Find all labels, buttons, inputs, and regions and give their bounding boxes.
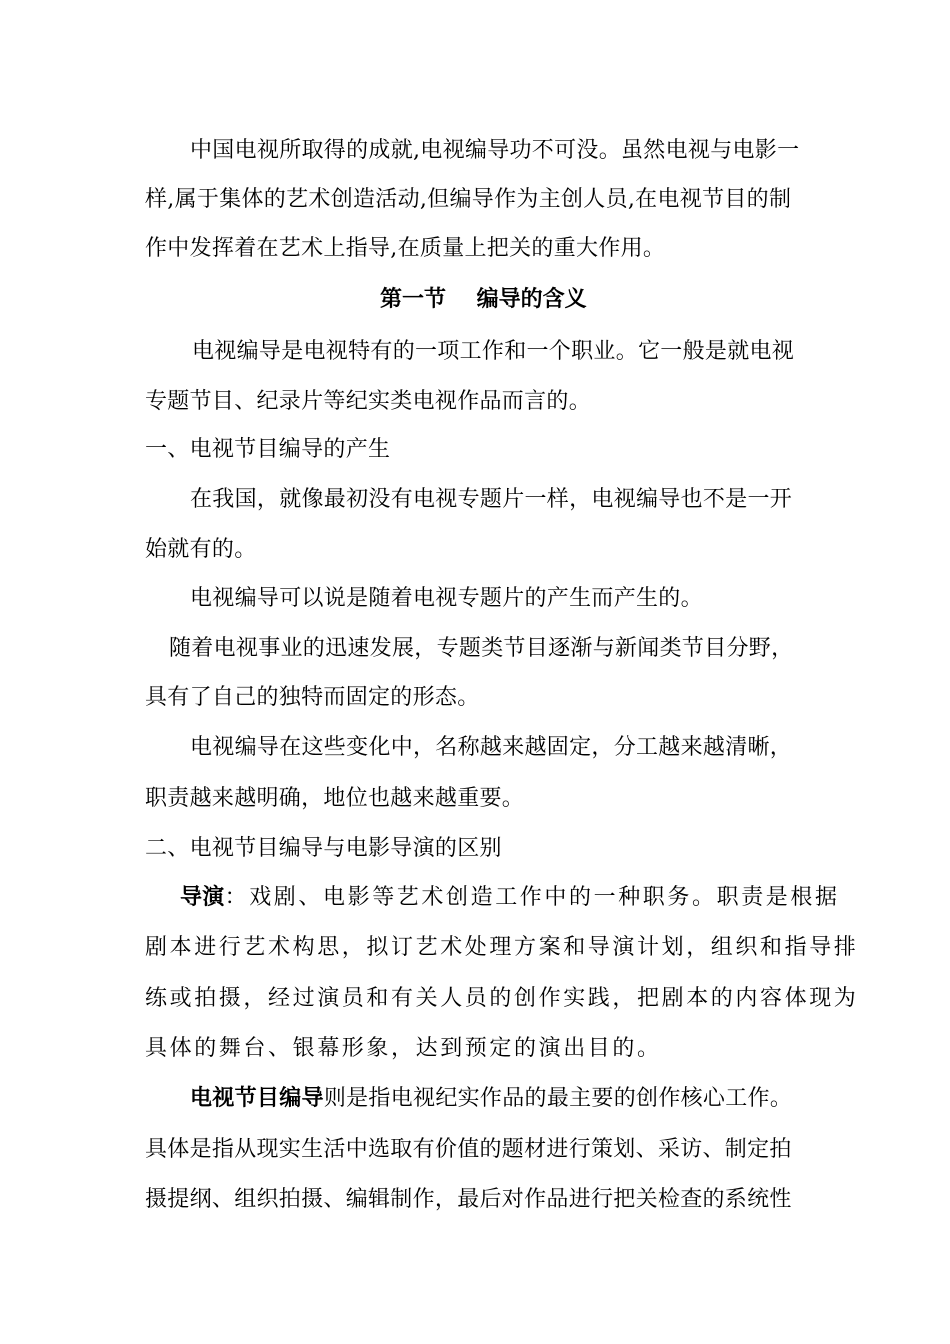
paragraph-7-line-2: 具体是指从现实生活中选取有价值的题材进行策划、采访、制定拍 [145,1137,792,1162]
intro-line-2: 样,属于集体的艺术创造活动,但编导作为主创人员,在电视节目的制 [145,187,792,212]
paragraph-2-line-1: 在我国，就像最初没有电视专题片一样，电视编导也不是一开 [190,487,793,512]
paragraph-2-line-2: 始就有的。 [145,537,257,562]
paragraph-4-line-1: 随着电视事业的迅速发展，专题类节目逐渐与新闻类节目分野， [169,636,794,661]
paragraph-5-line-2: 职责越来越明确，地位也越来越重要。 [145,786,525,811]
paragraph-7-line-1-rest: 则是指电视纪实作品的最主要的创作核心工作。 [323,1086,793,1111]
heading-1: 一、电视节目编导的产生 [145,437,391,462]
intro-line-3: 作中发挥着在艺术上指导,在质量上把关的重大作用。 [145,236,666,261]
paragraph-7-line-1 [190,1085,815,1113]
paragraph-5-line-1: 电视编导在这些变化中，名称越来越固定，分工越来越清晰， [190,735,793,760]
term-director: 导演 [180,885,225,910]
paragraph-6-line-1 [180,884,840,912]
paragraph-4-line-2: 具有了自己的独特而固定的形态。 [145,685,480,710]
section-title: 第一节 编导的含义 [380,287,587,312]
term-tv-program-director: 电视节目编导 [190,1086,324,1111]
paragraph-6-line-1-rest: ：戏剧、电影等艺术创造工作中的一种职务。职责是根据 [224,885,840,910]
paragraph-6-line-3: 练或拍摄，经过演员和有关人员的创作实践，把剧本的内容体现为 [145,986,859,1011]
paragraph-6-line-4: 具体的舞台、银幕形象，达到预定的演出目的。 [145,1036,662,1061]
heading-2: 二、电视节目编导与电影导演的区别 [145,836,502,861]
paragraph-1-line-1: 电视编导是电视特有的一项工作和一个职业。它一般是就电视 [192,339,795,364]
paragraph-1-line-2: 专题节目、纪录片等纪实类电视作品而言的。 [145,389,592,414]
intro-line-1: 中国电视所取得的成就,电视编导功不可没。虽然电视与电影一 [190,138,800,163]
paragraph-3-line-1: 电视编导可以说是随着电视专题片的产生而产生的。 [190,586,703,611]
paragraph-6-line-2: 剧本进行艺术构思，拟订艺术处理方案和导演计划，组织和指导排 [145,935,859,960]
paragraph-7-line-3: 摄提纲、组织拍摄、编辑制作，最后对作品进行把关检查的系统性 [145,1187,792,1212]
